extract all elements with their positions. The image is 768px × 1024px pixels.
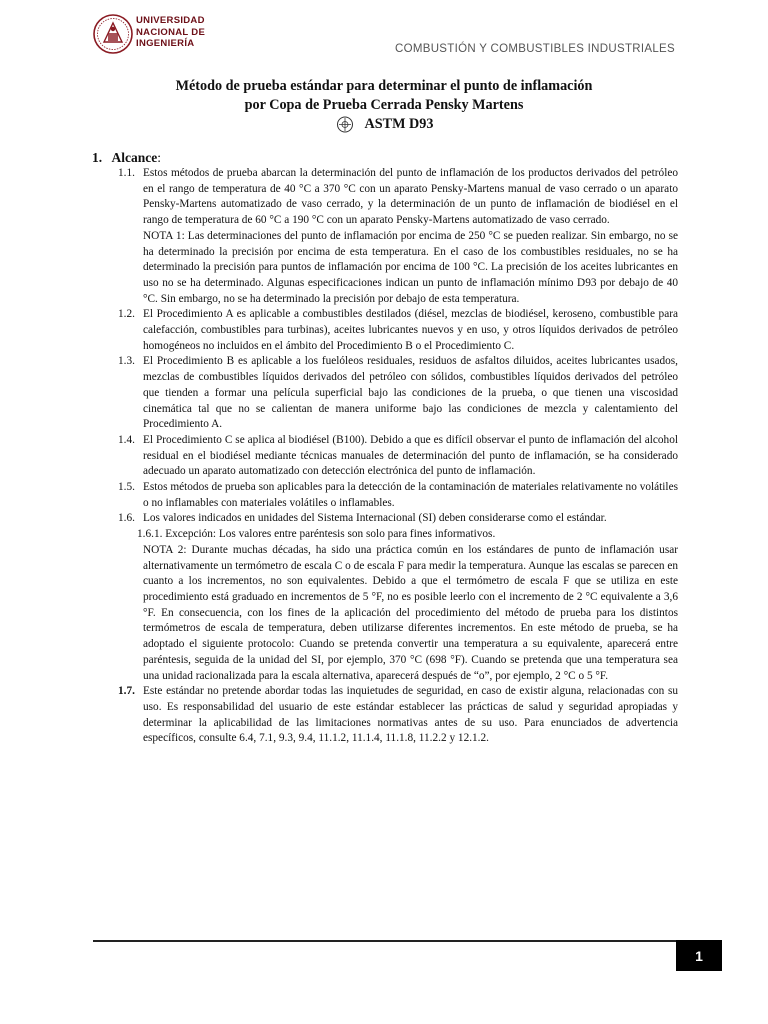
section-content xyxy=(91,166,678,747)
astm-logo-icon xyxy=(335,116,355,133)
title-line-3: ASTM D93 xyxy=(364,116,434,132)
note-2: NOTA 2: Durante muchas décadas, ha sido una práctica común en los estándares de punto de inflamación usar alternativamente un termómetro de escala C o de escala F para medir la temperatura. Aunque las escalas se parecen en cuanto a los incrementos, no son equivalentes. Debido a que el termómetro de escala F que se utiliza en este procedimiento está graduado en incrementos de 5 °F, no es posible leerlo con el incremento de 2 °C equivalente a 3,6 °F. En consecuencia, con los fines de la aplicación del procedimiento del método de prueba para los distintos termómetros de escala de temperatura, deben utilizarse diferentes incrementos. En este método de prueba, se ha adoptado el siguiente protocolo: Cuando se pretenda convertir una temperatura a su equivalente, aparecerá entre paréntesis, seguida de la unidad del SI, por ejemplo, 370 °C (698 °F). Cuando se pretenda que una temperatura sea una unidad racionalizada para la escala alternativa, aparecerá después de “o”, por ejemplo, 2 °C o 5 °F. xyxy=(143,543,678,682)
list-item-1-6-1: 1.6.1. Excepción: Los valores entre paréntesis son solo para fines informativos. xyxy=(137,528,496,541)
section-title: Alcance xyxy=(111,150,158,165)
section-number: 1. xyxy=(92,150,103,165)
footer-divider xyxy=(93,940,678,942)
list-item-1-4: 1.4. El Procedimiento C se aplica al biodiésel (B100). Debido a que es difícil observar el punto de inflamación del alcohol residual en el biodiésel mediante técnicas manuales de determinación del punto de inflamación, se ha considerado adecuado un aparato automatizado con detección electrónica del punto de inflamación. xyxy=(118,433,678,478)
note-1: NOTA 1: Las determinaciones del punto de inflamación por encima de 250 °C se pueden realizar. Sin embargo, no se ha determinado la precisión por encima de esta temperatura. En el caso de los combustibles residuales, no se ha determinado la precisión para puntos de inflamación por encima de 100 °C. La precisión de los aceites lubricantes en uso no se ha determinado. Algunas especificaciones indican un punto de inflamación mínimo D93 por debajo de 40 °C. Sin embargo, no se ha determinado la precisión por debajo de esta temperatura. xyxy=(143,229,678,305)
list-item-1-6: 1.6. Los valores indicados en unidades del Sistema Internacional (SI) deben considerarse como el estándar. xyxy=(118,512,607,525)
list-item-1-5: 1.5. Estos métodos de prueba son aplicables para la detección de la contaminación de materiales relativamente no volátiles o no inflamables con materiales volátiles o inflamables. xyxy=(118,481,678,509)
title-line-1: Método de prueba estándar para determinar el punto de inflamación xyxy=(175,78,593,94)
page-number: 1 xyxy=(676,940,722,971)
title-line-2: por Copa de Prueba Cerrada Pensky Martens xyxy=(244,97,524,113)
list-item-1-2: 1.2. El Procedimiento A es aplicable a combustibles destilados (diésel, mezclas de biodiésel, keroseno, combustible para calefacción, combustibles para turbinas), aceites lubricantes nuevos y en uso, y otros líquidos derivados de petróleo homogéneos no incluidos en el ámbito del Procedimiento B o el Procedimiento C. xyxy=(118,308,678,352)
list-item-1-7: 1.7. Este estándar no pretende abordar todas las inquietudes de seguridad, en caso de existir alguna, relacionadas con su uso. Es responsabilidad del usuario de este estándar establecer las prácticas de salud y seguridad apropiadas y determinar la aplicabilidad de las limitaciones normativas antes de su uso. Para enunciados de advertencia específicos, consulte 6.4, 7.1, 9.3, 9.4, 11.1.2, 11.1.4, 11.1.8, 11.2.2 y 12.1.2. xyxy=(118,685,678,745)
university-name: UNIVERSIDAD NACIONAL DE INGENIERÍA xyxy=(136,15,206,49)
list-item-1-3: 1.3. El Procedimiento B es aplicable a los fuelóleos residuales, residuos de asfaltos diluidos, aceites lubricantes usados, mezclas de combustibles líquidos derivados del petróleo con sólidos, combustibles líquidos derivados del petróleo que tienden a formar una película superficial bajo las condiciones de la prueba, o que tienen una viscosidad cinemática tal que no se calientan de manera uniforme bajo las condiciones de mezcla y calentamiento del Procedimiento A. xyxy=(118,355,678,431)
course-title: COMBUSTIÓN Y COMBUSTIBLES INDUSTRIALES xyxy=(395,43,675,55)
university-seal-logo xyxy=(93,12,133,56)
section-heading: 1. Alcance: xyxy=(92,150,162,165)
document-title xyxy=(0,77,768,134)
page-header xyxy=(0,0,768,70)
list-item-1-1: 1.1. Estos métodos de prueba abarcan la determinación del punto de inflamación de los productos derivados del petróleo en el rango de temperatura de 40 °C a 370 °C con un aparato Pensky-Martens manual de vaso cerrado o un aparato Pensky-Martens automatizado de vaso cerrado, y la determinación de un punto de inflamación de biodiésel en el rango de temperatura de 60 °C a 190 °C con un aparato Pensky-Martens automatizado de vaso cerrado. xyxy=(118,167,678,227)
